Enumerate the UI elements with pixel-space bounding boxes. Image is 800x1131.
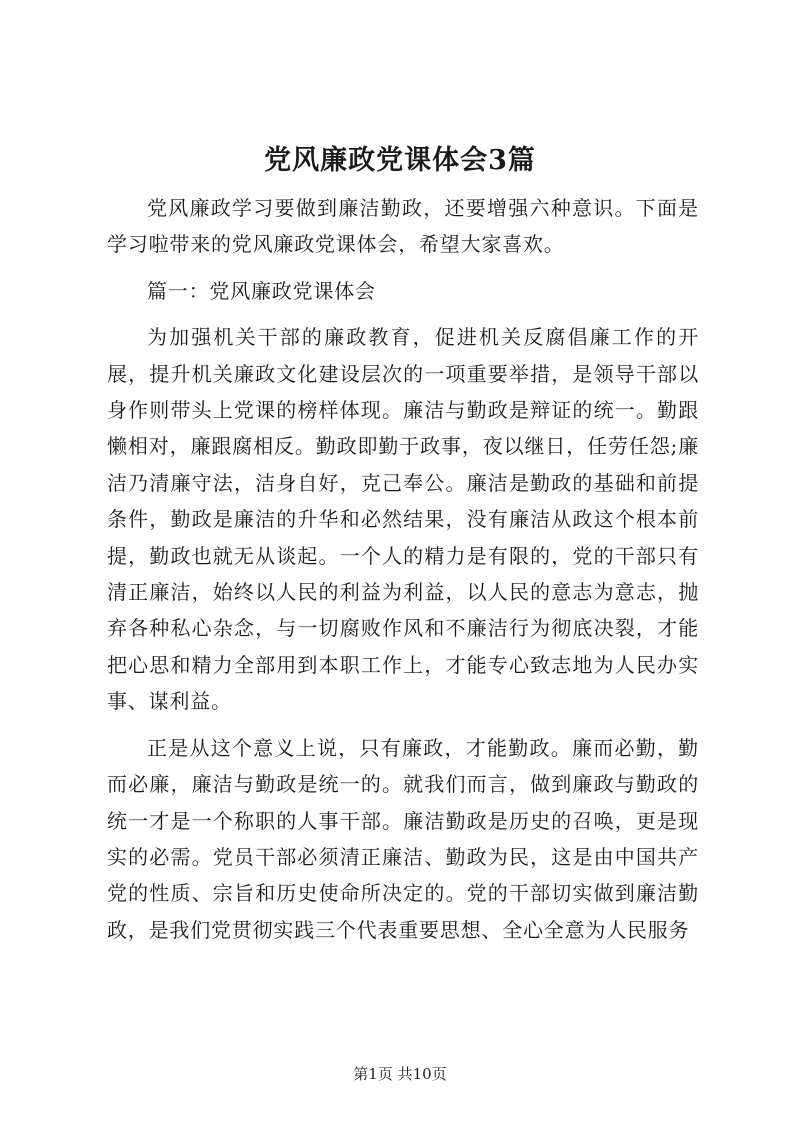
body-paragraph: 为加强机关干部的廉政教育，促进机关反腐倡廉工作的开展，提升机关廉政文化建设层次的一项重要举措，是领导干部以身作则带头上党课的榜样体现。廉洁与勤政是辩证的统一。勤跟懒相对，廉跟腐相反。勤政即勤于政事，夜以继日，任劳任怨;廉洁乃清廉守法，洁身自好，克己奉公。廉洁是勤政的基础和前提条件，勤政是廉洁的升华和必然结果，没有廉洁从政这个根本前提，勤政也就无从谈起。一个人的精力是有限的，党的干部只有清正廉洁，始终以人民的利益为利益，以人民的意志为意志，抛弃各种私心杂念，与一切腐败作风和不廉洁行为彻底决裂，才能把心思和精力全部用到本职工作上，才能专心致志地为人民办实事、谋利益。	[107, 325, 699, 714]
body-paragraph: 正是从这个意义上说，只有廉政，才能勤政。廉而必勤，勤而必廉，廉洁与勤政是统一的。就我们而言，做到廉政与勤政的统一才是一个称职的人事干部。廉洁勤政是历史的召唤，更是现实的必需。党员干部必须清正廉洁、勤政为民，这是由中国共产党的性质、宗旨和历史使命所决定的。党的干部切实做到廉洁勤政，是我们党贯彻实践三个代表重要思想、全心全意为人民服务	[107, 735, 699, 942]
intro-paragraph: 党风廉政学习要做到廉洁勤政，还要增强六种意识。下面是学习啦带来的党风廉政党课体会，希望大家喜欢。	[107, 196, 699, 257]
document-title: 党风廉政党课体会3篇	[264, 145, 536, 176]
document-body	[107, 190, 699, 958]
page-footer: 第1页 共10页	[353, 1065, 447, 1083]
section-heading: 篇一：党风廉政党课体会	[147, 278, 376, 303]
